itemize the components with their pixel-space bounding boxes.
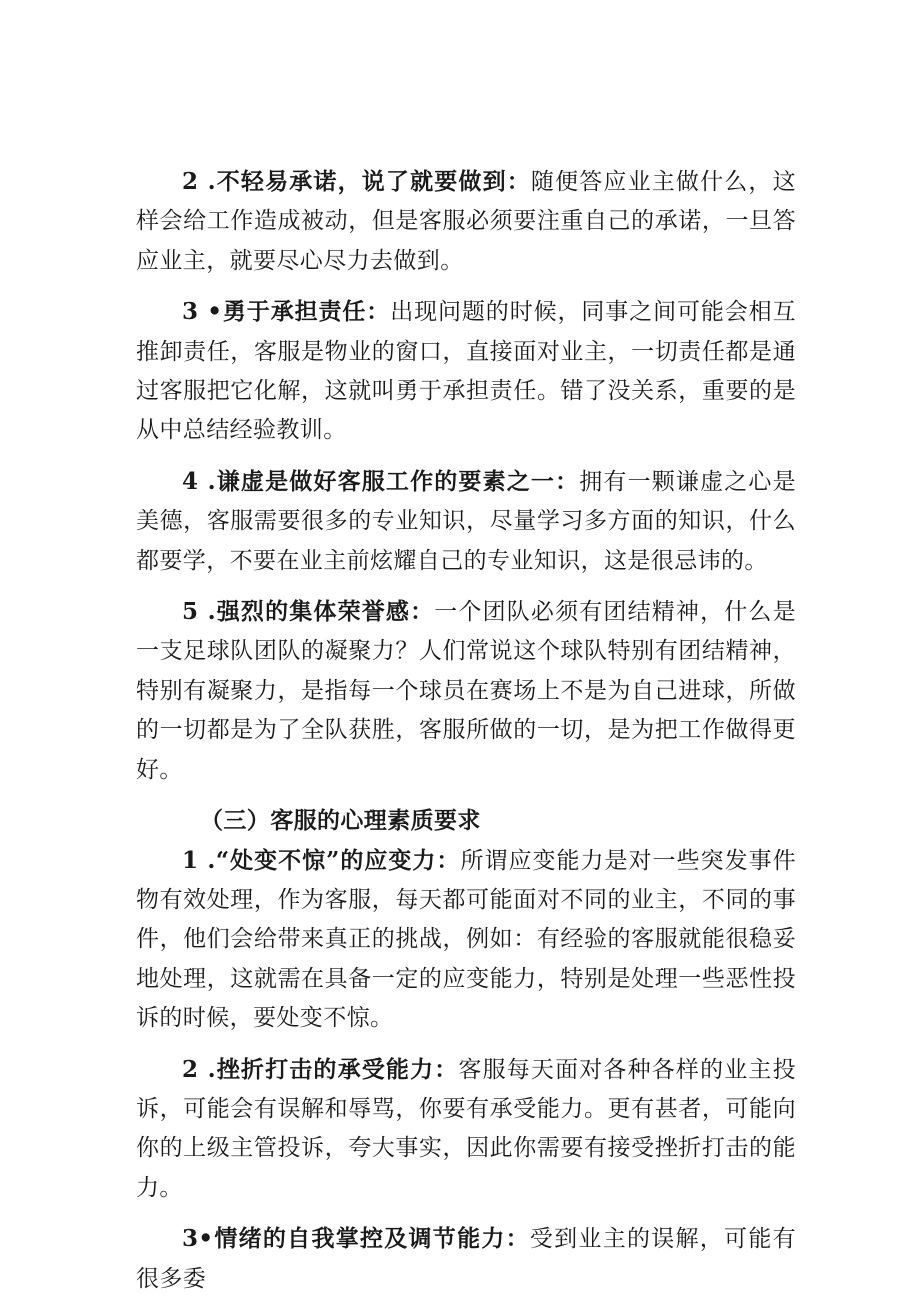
paragraph-frustration-tolerance (136, 1050, 796, 1209)
paragraph-text: 拥有一颗谦虚之心是美德，客服需要很多的专业知识，尽量学习多方面的知识，什么都要学，不要在业主前炫耀自己的专业知识，这是很忌讳的。 (136, 468, 797, 574)
paragraph-text: 随便答应业主做什么，这样会给工作造成被动，但是客服必须要注重自己的承诺，一旦答应业主，就要尽心尽力去做到。 (136, 169, 796, 274)
paragraph-lead: 1 .“处变不惊”的应变力： (182, 846, 461, 874)
paragraph-text: 所谓应变能力是对一些突发事件物有效处理，作为客服，每天都可能面对不同的业主，不同的事件，他们会给带来真正的挑战，例如：有经验的客服就能很稳妥地处理，这就需在具备一定的应变能力，特别是处理一些恶性投诉的时候，要处变不惊。 (136, 847, 797, 1032)
paragraph-lead: 2 .不轻易承诺，说了就要做到： (182, 168, 531, 195)
paragraph-lead: 3•情绪的自我掌控及调节能力： (182, 1225, 530, 1253)
section-heading: （三）客服的心理素质要求 (200, 807, 481, 835)
paragraph-responsibility (136, 292, 796, 451)
paragraph-text: 客服每天面对各种各样的业主投诉，可能会有误解和辱骂，你要有承受能力。更有甚者，可能向你的上级主管投诉，夸大事实，因此你需要有接受挫折打击的能力。 (136, 1056, 796, 1201)
paragraph-text: 一个团队必须有团结精神，什么是一支足球队团队的凝聚力？人们常说这个球队特别有团结精神，特别有凝聚力，是指每一个球员在赛场上不是为自己进球，所做的一切都是为了全队获胜，客服所做的一切，是为把工作做得更好。 (136, 599, 797, 783)
paragraph-adaptability (136, 841, 796, 1039)
paragraph-lead: 5 .强烈的集体荣誉感： (182, 598, 435, 626)
paragraph-collective-honor (136, 592, 796, 790)
paragraph-modesty (136, 462, 796, 581)
paragraph-emotion-control (136, 1219, 796, 1299)
paragraph-lead: 2 .挫折打击的承受能力： (182, 1055, 459, 1083)
paragraph-lead: 3 •勇于承担责任： (182, 298, 391, 326)
paragraph-lead: 4 .谦虚是做好客服工作的要素之一： (182, 467, 580, 495)
paragraph-text: 受到业主的误解，可能有很多委 (136, 1226, 796, 1292)
paragraph-text: 出现问题的时候，同事之间可能会相互推卸责任，客服是物业的窗口，直接面对业主，一切责任都是通过客服把它化解，这就叫勇于承担责任。错了没关系，重要的是从中总结经验教训。 (136, 299, 796, 444)
document-body (136, 162, 796, 1310)
paragraph-commitment (136, 162, 796, 281)
